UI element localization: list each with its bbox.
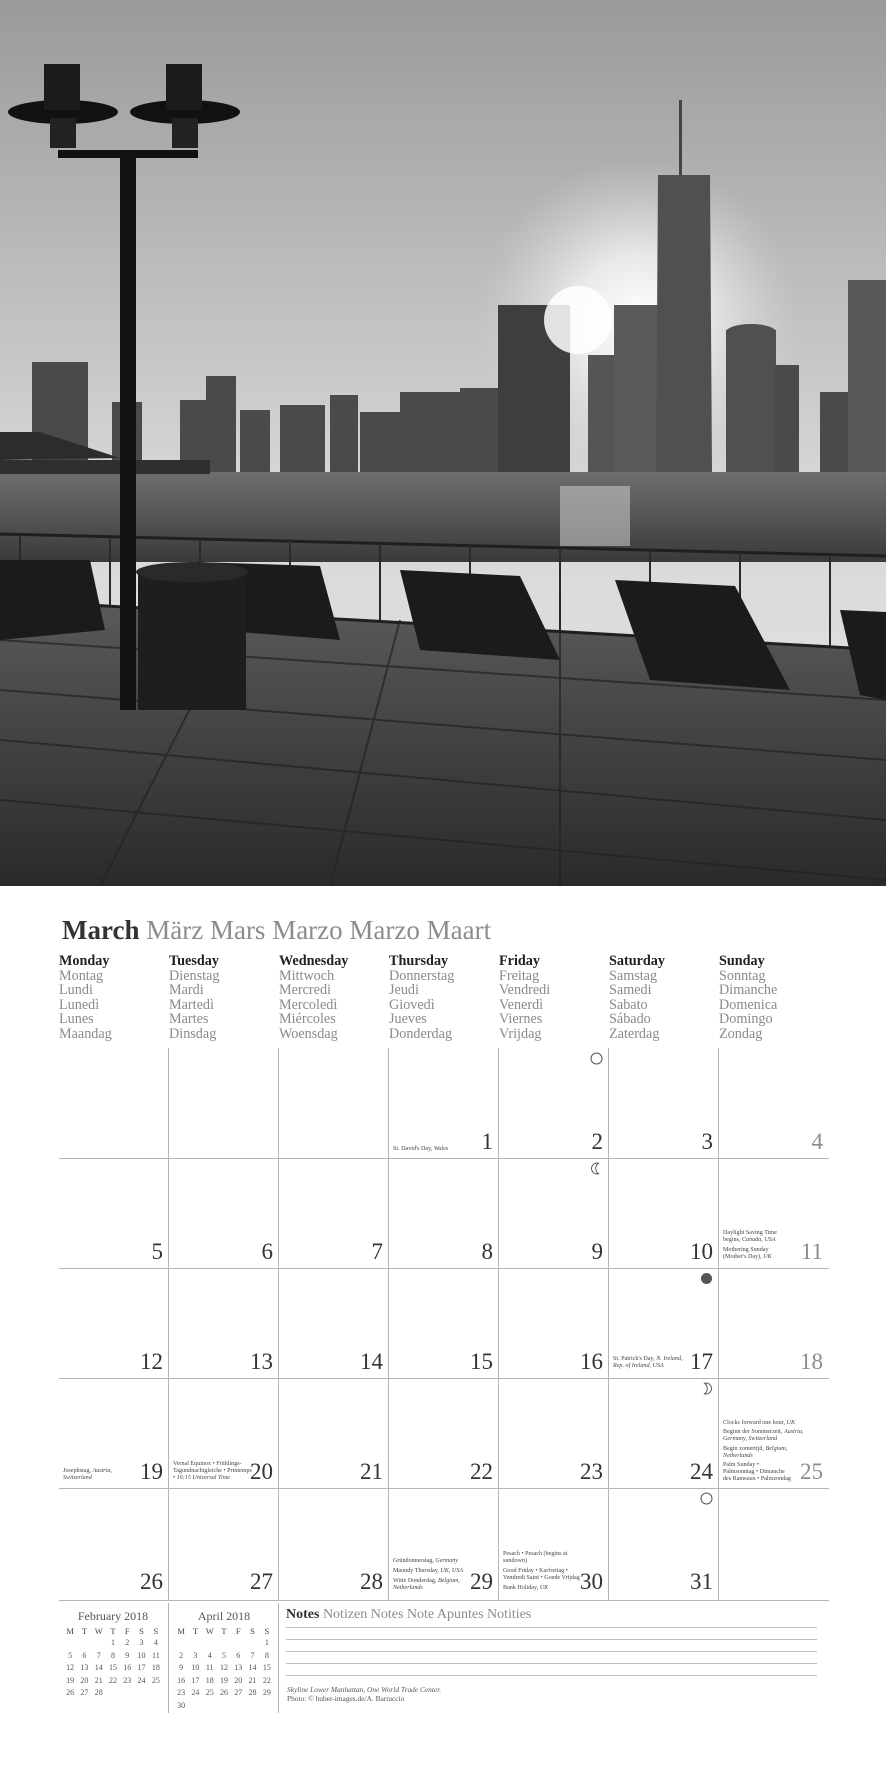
day-cell-30[interactable] bbox=[499, 1488, 609, 1598]
day-number: 4 bbox=[811, 1129, 823, 1154]
day-cell-17[interactable] bbox=[609, 1268, 719, 1378]
day-number: 2 bbox=[591, 1129, 603, 1154]
day-number: 30 bbox=[580, 1569, 603, 1594]
day-number: 29 bbox=[470, 1569, 493, 1594]
weekday-wednesday: Wednesday Mittwoch Mercredi Mercoledì Miércoles Woensdag bbox=[279, 953, 349, 1042]
day-cell-16[interactable] bbox=[499, 1268, 609, 1378]
day-number: 23 bbox=[580, 1459, 603, 1484]
day-cell-24[interactable] bbox=[609, 1378, 719, 1488]
day-cell-11[interactable] bbox=[719, 1158, 829, 1268]
day-cell-23[interactable] bbox=[499, 1378, 609, 1488]
day-number: 8 bbox=[481, 1239, 493, 1264]
day-number: 18 bbox=[800, 1349, 823, 1374]
mini-calendar-divider bbox=[168, 1603, 169, 1713]
caption-title: Skyline Lower Manhattan, One World Trade Center. bbox=[287, 1685, 442, 1694]
day-cell-6[interactable] bbox=[169, 1158, 279, 1268]
weekday-monday: Monday Montag Lundi Lunedì Lunes Maandag bbox=[59, 953, 112, 1042]
holiday-note: Daylight Saving Time begins, Canada, USA Mothering Sunday (Mother's Day), UK bbox=[723, 1229, 777, 1260]
mini-calendar-table: M T W T F S S 1 2 3 4 5 6 7 8 9 10 11 12 13 14 15 16 17 18 19 20 21 22 23 24 25 26 27 28 bbox=[66, 1626, 160, 1697]
day-number: 11 bbox=[800, 1239, 823, 1264]
day-cell-10[interactable] bbox=[609, 1158, 719, 1268]
day-cell-15[interactable] bbox=[389, 1268, 499, 1378]
new-moon-icon bbox=[700, 1272, 713, 1285]
day-number: 3 bbox=[701, 1129, 713, 1154]
day-cell-19[interactable] bbox=[59, 1378, 169, 1488]
weekday-tuesday: Tuesday Dienstag Mardi Martedì Martes Dinsdag bbox=[169, 953, 220, 1042]
day-number: 13 bbox=[250, 1349, 273, 1374]
mini-calendar-title: April 2018 bbox=[197, 1609, 251, 1623]
weekday-saturday: Saturday Samstag Samedi Sabato Sábado Zaterdag bbox=[609, 953, 665, 1042]
holiday-note: Josephstag, Austria, Switzerland bbox=[63, 1467, 112, 1481]
day-number: 7 bbox=[371, 1239, 383, 1264]
weekday-sunday: Sunday Sonntag Dimanche Domenica Domingo Zondag bbox=[719, 953, 778, 1042]
note-line[interactable] bbox=[286, 1675, 817, 1676]
day-number: 17 bbox=[690, 1349, 713, 1374]
day-cell-20[interactable] bbox=[169, 1378, 279, 1488]
month-title bbox=[62, 913, 491, 947]
photo-credit: Photo: © huber-images.de/A. Bartuccio bbox=[287, 1693, 405, 1703]
note-line[interactable] bbox=[286, 1663, 817, 1664]
mini-calendar-april bbox=[174, 1610, 274, 1712]
weekday-friday: Friday Freitag Vendredi Venerdì Viernes Vrijdag bbox=[499, 953, 551, 1042]
day-cell-18[interactable] bbox=[719, 1268, 829, 1378]
holiday-note: Clocks forward one hour, UK Beginn der Sommerzeit, Austria, Germany, Switzerland Begin zomertijd, Belgium, Netherlands Palm Sunday • Palmsonntag • Dimanche des Rameaux • Palmzondag bbox=[723, 1420, 804, 1482]
day-cell-13[interactable] bbox=[169, 1268, 279, 1378]
note-line[interactable] bbox=[286, 1639, 817, 1640]
mini-calendar-title: February 2018 bbox=[77, 1609, 149, 1623]
weekday-headers bbox=[59, 954, 829, 1044]
day-number: 12 bbox=[140, 1349, 163, 1374]
day-cell-28[interactable] bbox=[279, 1488, 389, 1598]
day-number: 19 bbox=[140, 1459, 163, 1484]
day-number: 6 bbox=[261, 1239, 273, 1264]
day-number: 21 bbox=[360, 1459, 383, 1484]
day-number: 28 bbox=[360, 1569, 383, 1594]
full-moon-icon bbox=[590, 1052, 603, 1065]
day-number: 14 bbox=[360, 1349, 383, 1374]
day-number: 16 bbox=[580, 1349, 603, 1374]
holiday-note: Vernal Equinox • Frühlings-Tagundnachtgleiche • Printemps • 16:15 Universal Time bbox=[173, 1460, 252, 1481]
day-cell-3[interactable] bbox=[609, 1048, 719, 1158]
day-cell-4[interactable] bbox=[719, 1048, 829, 1158]
notes-title bbox=[286, 1606, 531, 1623]
weekday-thursday: Thursday Donnerstag Jeudi Giovedì Jueves Donderdag bbox=[389, 953, 455, 1042]
month-name-translations: März Mars Marzo Marzo Maart bbox=[146, 915, 492, 945]
day-number: 31 bbox=[690, 1569, 713, 1594]
holiday-note: St. Patrick's Day, N. Ireland, Rep. of Ireland, USA bbox=[613, 1355, 683, 1369]
day-cell-25[interactable] bbox=[719, 1378, 829, 1488]
holiday-note: Gründonnerstag, Germany Maundy Thursday, UK, USA Witte Donderdag, Belgium, Netherlands bbox=[393, 1557, 464, 1591]
photo-caption bbox=[287, 1686, 441, 1703]
day-number: 25 bbox=[800, 1459, 823, 1484]
calendar-grid bbox=[59, 1048, 829, 1601]
day-number: 20 bbox=[250, 1459, 273, 1484]
day-cell-29[interactable] bbox=[389, 1488, 499, 1598]
day-cell-27[interactable] bbox=[169, 1488, 279, 1598]
day-cell-5[interactable] bbox=[59, 1158, 169, 1268]
day-number: 26 bbox=[140, 1569, 163, 1594]
day-cell-8[interactable] bbox=[389, 1158, 499, 1268]
day-number: 10 bbox=[690, 1239, 713, 1264]
day-cell-9[interactable] bbox=[499, 1158, 609, 1268]
note-line[interactable] bbox=[286, 1627, 817, 1628]
notes-label-translations: Notizen Notes Note Apuntes Notities bbox=[322, 1607, 532, 1622]
holiday-note: St. David's Day, Wales bbox=[393, 1145, 449, 1152]
day-cell-31[interactable] bbox=[609, 1488, 719, 1598]
last-quarter-moon-icon bbox=[590, 1162, 603, 1175]
day-number: 5 bbox=[151, 1239, 163, 1264]
first-quarter-moon-icon bbox=[700, 1382, 713, 1395]
month-name-english: March bbox=[62, 915, 140, 945]
full-moon-icon bbox=[700, 1492, 713, 1505]
day-cell-26[interactable] bbox=[59, 1488, 169, 1598]
day-cell-21[interactable] bbox=[279, 1378, 389, 1488]
day-number: 15 bbox=[470, 1349, 493, 1374]
day-cell-12[interactable] bbox=[59, 1268, 169, 1378]
grid-divider bbox=[59, 1600, 829, 1601]
day-cell-2[interactable] bbox=[499, 1048, 609, 1158]
mini-calendar-february bbox=[63, 1610, 163, 1700]
day-number: 1 bbox=[481, 1129, 493, 1154]
day-cell-7[interactable] bbox=[279, 1158, 389, 1268]
notes-divider bbox=[278, 1603, 279, 1713]
day-number: 27 bbox=[250, 1569, 273, 1594]
day-number: 24 bbox=[690, 1459, 713, 1484]
notes-label-english: Notes bbox=[286, 1607, 320, 1622]
day-cell-1[interactable] bbox=[389, 1048, 499, 1158]
day-cell-14[interactable] bbox=[279, 1268, 389, 1378]
holiday-note: Pesach • Pesach (begins at sundown) Good Friday • Karfreitag • Vendredi Saint • Goede Vrijdag Bank Holiday, UK bbox=[503, 1550, 580, 1591]
day-number: 9 bbox=[591, 1239, 603, 1264]
mini-calendar-table: M T W T F S S 1 2 3 4 5 6 7 8 9 10 11 12 13 14 15 16 17 18 19 20 21 22 23 24 25 26 27 28 29 30 bbox=[177, 1626, 271, 1710]
day-cell-22[interactable] bbox=[389, 1378, 499, 1488]
note-line[interactable] bbox=[286, 1651, 817, 1652]
day-number: 22 bbox=[470, 1459, 493, 1484]
